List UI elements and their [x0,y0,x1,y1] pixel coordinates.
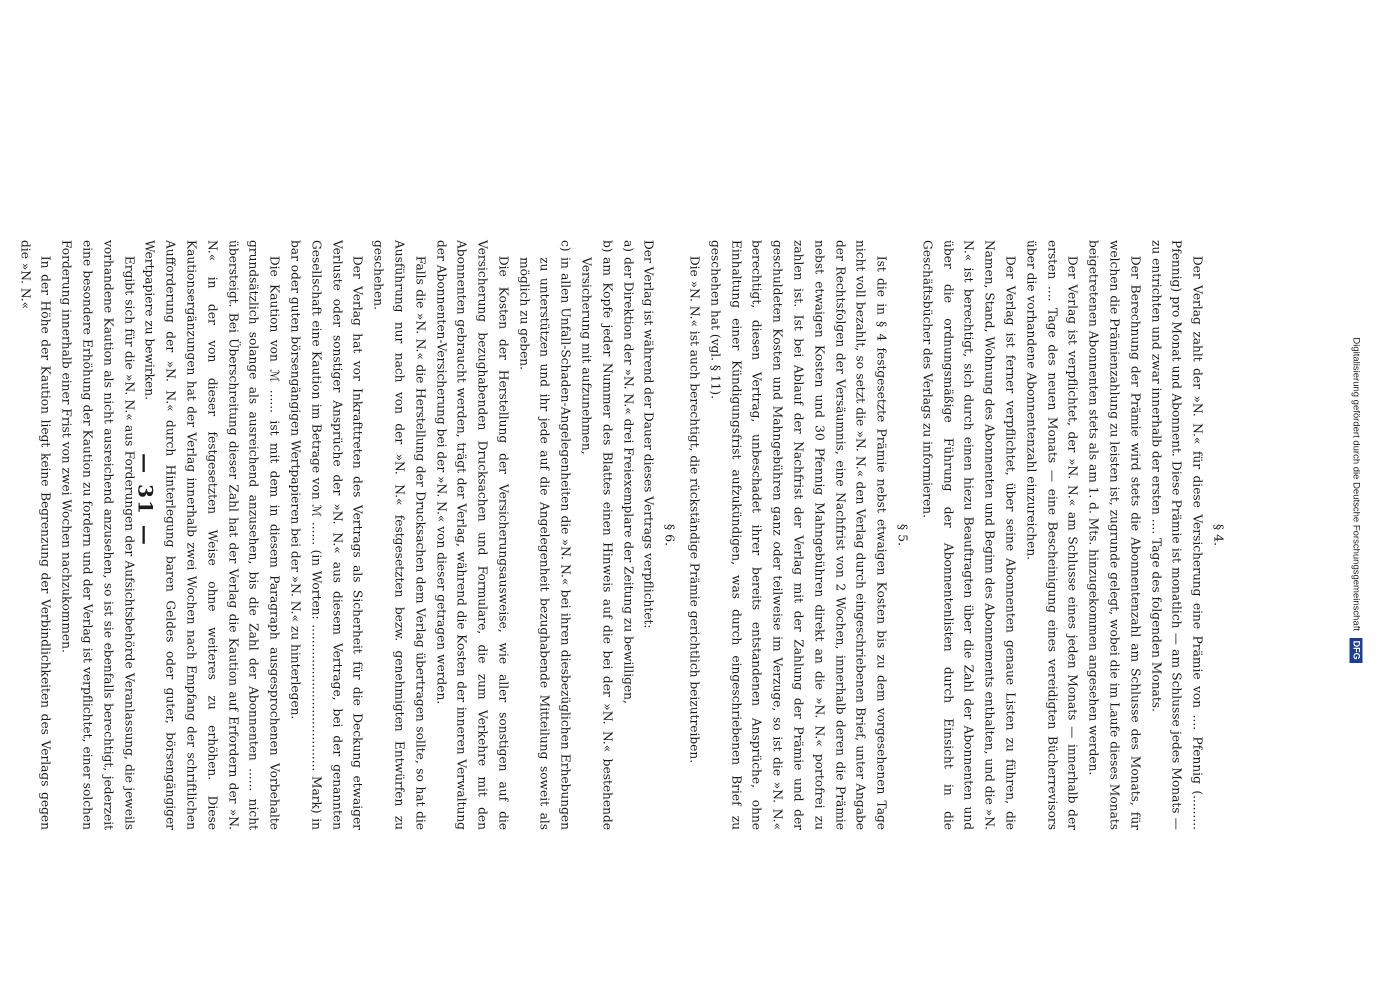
paragraph: Ergibt sich für die »N. N.« aus Forderungen der Aufsichtsbehörde Veranlassung, die jeweils vorhandene Kaution als nicht ausreichend anzusehen, so ist sie ebenfalls berechtigt, jederzeit eine besondere Erhöhung der Kaution zu fordern und der Verlag ist verpflichtet, einer solchen Forderung innerhalb einer Frist von zwei Wochen nachzukommen. [59,240,137,830]
list-item-label: b) [600,240,615,253]
section-heading-6: § 6. [662,523,678,547]
section-intro: Der Verlag ist während der Dauer dieses Vertrags verpflichtet: [641,240,656,629]
section-heading-5: § 5. [895,523,911,547]
paragraph: Der Verlag ist verpflichtet, der »N. N.« am Schlusse eines jeden Monats — innerhalb der ersten .... Tage des neuen Monats — eine Bescheinigung eines vereidigten Bücherrevisors über die vorhandene Abonnentenzahl einzureichen. [1024,240,1080,830]
section-heading-4: § 4. [1211,523,1227,547]
list-item-label: c) [558,240,573,252]
funding-line: Digitalisierung gefördert durch die Deutsche Forschungsgemeinschaft [1350,337,1362,631]
list-item [617,240,638,830]
paragraph: Falls die »N. N.« die Herstellung der Drucksachen dem Verlag übertragen sollte, so hat die Ausführung nur nach von der »N. N.« festgesetzten bezw. genehmigten Entwürfen zu geschehen. [371,240,428,830]
dfg-logo: DFG [1350,638,1363,663]
paragraph: Der Verlag hat vor Inkrafttreten des Vertrags als Sicherheit für die Deckung etwaiger Verluste oder sonstiger Ansprüche der »N. N.« aus diesem Vertrage, bei der genannten Gesellschaft eine Kaution im Betrage von ℳ ...... (in Worten: ...................................... Mark) in bar oder guten börsengängigen Wertpapieren bei der »N. N.« zu hinterlegen. [288,240,365,830]
list-item-text: der Direktion der »N. N.« drei Freiexemplare der Zeitung zu bewilligen, [621,257,636,704]
paragraph: Der Verlag zahlt der »N. N.« für diese Versicherung eine Prämie von .... Pfennig (......... Pfennig) pro Monat und Abonnent. Diese Prämie ist monatlich — am Schlusse jedes Monats — zu entrichten und zwar innerhalb der ersten .... Tage des folgenden Monats. [1149,240,1205,830]
list-item-label: a) [621,240,636,253]
page-number: — 31 — [133,453,158,547]
paragraph: In der Höhe der Kaution liegt keine Begrenzung der Verbindlichkeiten des Verlags gegen die »N. N.« [18,240,53,830]
paragraph: Der Verlag ist ferner verpflichtet, über seine Abonnenten genaue Listen zu führen, die Namen, Stand, Wohnung des Abonnenten und Beginn des Abonnements enthalten, und die »N. N.« ist berechtigt, sich durch einen hiezu Beauftragten über die Zahl der Abonnenten und über die ordnungsmäßige Führung der Abonnentenlisten durch Einsicht in die Geschäftsbücher des Verlags zu informieren. [920,240,1018,830]
list-item [576,240,618,830]
funding-notice [1342,5,1370,995]
paragraph: Die Kaution von ℳ ...... ist mit dem in diesem Paragraph ausgesprochenen Vorbehalte grundsätzlich solange als ausreichend anzusehen, bis die Zahl der Abonnenten ...... nicht übersteigt. Bei Überschreitung dieser Zahl hat der Verlag die Kaution auf Erfordern der »N. N.« in der von dieser festgesetzten Weise ohne weiteres zu erhöhen. Diese Kautionsergänzungen hat der Verlag innerhalb zwei Wochen nach Empfang der schriftlichen Aufforderung der »N. N.« durch Hinterlegung baren Geldes oder guter, börsengängiger Wertpapiere zu bewirken. [142,240,282,830]
list-item-text: am Kopfe jeder Nummer des Blattes einen Hinweis auf die bei der »N. N.« bestehende Versicherung mit aufzunehmen, [579,257,615,830]
list-item [513,240,575,830]
list-item-text: in allen Unfall-Schaden-Angelegenheiten die »N. N.« bei ihren diesbezüglichen Erhebungen zu unterstützen und ihr jede auf die Angelegenheit bezughabende Mitteilung soweit als möglich zu geben. [517,257,573,830]
paragraph: Der Berechnung der Prämie wird stets die Abonnentenzahl am Schlusse des Monats, für welchen die Prämienzahlung zu leisten ist, zugrunde gelegt, wobei die im Laufe dieses Monats beigetretenen Abonnenten stets als am 1. d. Mts. hinzugekommen angesehen werden. [1086,240,1143,830]
paragraph: Die Kosten der Herstellung der Versicherungsausweise, wie aller sonstigen auf die Versicherung bezughabenden Drucksachen und Formulare, die zum Verkehre mit den Abonnenten gebraucht werden, trägt der Verlag, während die Kosten der inneren Verwaltung der Abonnenten-Versicherung bei der »N. N.« von dieser getragen werden. [434,240,511,830]
paragraph: Die »N. N.« ist auch berechtigt, die rückständige Prämie gerichtlich beizutreiben. [687,255,702,764]
paragraph: Ist die in § 4 festgesetzte Prämie nebst etwaigen Kosten bis zu dem vorgesehenen Tage nicht voll bezahlt, so setzt die »N. N.« den Verlag durch eingeschriebenen Brief, unter Angabe der Rechtsfolgen der Versäumnis, eine Nachfrist von 2 Wochen, innerhalb deren die Prämie nebst etwaigen Kosten und 30 Pfennig Mahngebühren direkt an die »N. N.« portofrei zu zahlen ist. Ist bei Ablauf der Nachfrist der Verlag mit der Zahlung der Prämie und der geschuldeten Kosten und Mahngebühren ganz oder teilweise im Verzuge, so ist die »N. N.« berechtigt, diesen Vertrag, unbeschadet ihrer bereits entstandenen Ansprüche, ohne Einhaltung einer Kündigungsfrist aufzukündigen, was durch eingeschriebenen Brief zu geschehen hat (vgl. § 11). [708,240,889,830]
